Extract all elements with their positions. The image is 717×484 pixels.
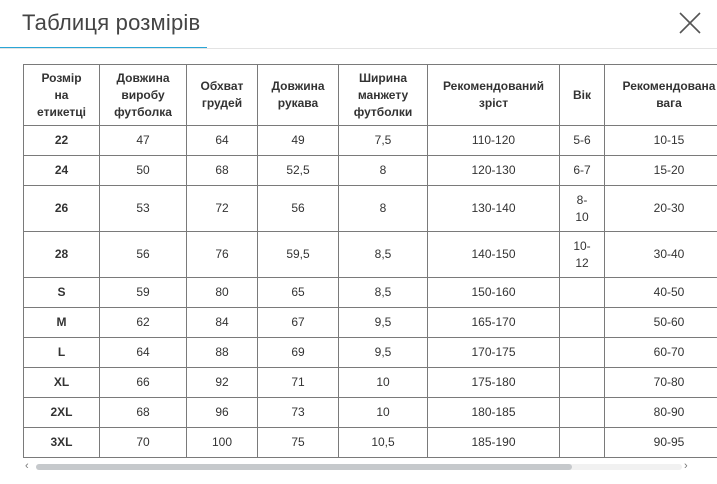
cell-age — [560, 338, 605, 368]
table-row — [24, 308, 717, 338]
cell-height: 170-175 — [428, 338, 560, 368]
cell-sleeve: 49 — [258, 126, 339, 156]
table-row — [24, 278, 717, 308]
scroll-right-arrow-icon[interactable]: › — [684, 460, 688, 472]
cell-cuff: 8 — [339, 156, 428, 186]
header-product-length: Довжина виробу футболка — [100, 65, 187, 126]
table-row — [24, 156, 717, 186]
cell-height: 165-170 — [428, 308, 560, 338]
cell-height: 140-150 — [428, 232, 560, 278]
table-row — [24, 186, 717, 232]
cell-size: XL — [24, 368, 100, 398]
header-size-label: Розмір на етикетці — [24, 65, 100, 126]
cell-cuff: 9,5 — [339, 338, 428, 368]
scroll-track[interactable] — [36, 464, 682, 470]
cell-size: S — [24, 278, 100, 308]
cell-cuff: 10,5 — [339, 428, 428, 458]
cell-chest: 76 — [187, 232, 258, 278]
cell-weight: 50-60 — [605, 308, 717, 338]
cell-length: 70 — [100, 428, 187, 458]
cell-sleeve: 56 — [258, 186, 339, 232]
cell-length: 68 — [100, 398, 187, 428]
cell-size: 22 — [24, 126, 100, 156]
cell-length: 66 — [100, 368, 187, 398]
cell-weight: 80-90 — [605, 398, 717, 428]
cell-cuff: 9,5 — [339, 308, 428, 338]
cell-chest: 64 — [187, 126, 258, 156]
cell-sleeve: 69 — [258, 338, 339, 368]
cell-weight: 90-95 — [605, 428, 717, 458]
cell-sleeve: 67 — [258, 308, 339, 338]
cell-height: 130-140 — [428, 186, 560, 232]
close-button[interactable] — [677, 10, 703, 36]
cell-size: M — [24, 308, 100, 338]
cell-height: 120-130 — [428, 156, 560, 186]
cell-cuff: 8 — [339, 186, 428, 232]
cell-size: 2XL — [24, 398, 100, 428]
cell-chest: 84 — [187, 308, 258, 338]
cell-size: 3XL — [24, 428, 100, 458]
cell-size: 28 — [24, 232, 100, 278]
cell-height: 150-160 — [428, 278, 560, 308]
modal-title: Таблиця розмірів — [22, 10, 201, 35]
header-recommended-weight: Рекомендована вага — [605, 65, 717, 126]
table-row — [24, 338, 717, 368]
cell-weight: 40-50 — [605, 278, 717, 308]
cell-sleeve: 73 — [258, 398, 339, 428]
cell-height: 185-190 — [428, 428, 560, 458]
cell-age — [560, 428, 605, 458]
table-row — [24, 368, 717, 398]
cell-age — [560, 278, 605, 308]
cell-weight: 10-15 — [605, 126, 717, 156]
cell-age — [560, 368, 605, 398]
header-cuff-width: Ширина манжету футболки — [339, 65, 428, 126]
cell-cuff: 7,5 — [339, 126, 428, 156]
cell-cuff: 8,5 — [339, 232, 428, 278]
cell-sleeve: 75 — [258, 428, 339, 458]
table-row — [24, 126, 717, 156]
cell-sleeve: 59,5 — [258, 232, 339, 278]
cell-cuff: 8,5 — [339, 278, 428, 308]
cell-height: 110-120 — [428, 126, 560, 156]
cell-chest: 96 — [187, 398, 258, 428]
scroll-thumb[interactable] — [36, 464, 572, 470]
cell-sleeve: 71 — [258, 368, 339, 398]
cell-length: 53 — [100, 186, 187, 232]
cell-chest: 88 — [187, 338, 258, 368]
header-divider — [0, 48, 717, 49]
cell-chest: 100 — [187, 428, 258, 458]
table-row — [24, 232, 717, 278]
header-sleeve-length: Довжина рукава — [258, 65, 339, 126]
cell-size: 26 — [24, 186, 100, 232]
modal-header — [0, 0, 717, 50]
cell-weight: 60-70 — [605, 338, 717, 368]
cell-sleeve: 65 — [258, 278, 339, 308]
cell-weight: 20-30 — [605, 186, 717, 232]
cell-age: 8- 10 — [560, 186, 605, 232]
table-row — [24, 398, 717, 428]
cell-length: 62 — [100, 308, 187, 338]
size-table-scroll-area[interactable] — [23, 64, 717, 461]
cell-cuff: 10 — [339, 398, 428, 428]
header-age: Вік — [560, 65, 605, 126]
cell-height: 180-185 — [428, 398, 560, 428]
cell-length: 59 — [100, 278, 187, 308]
cell-chest: 92 — [187, 368, 258, 398]
close-icon — [677, 10, 703, 36]
cell-age: 5-6 — [560, 126, 605, 156]
cell-age — [560, 308, 605, 338]
table-row — [24, 428, 717, 458]
header-chest: Обхват грудей — [187, 65, 258, 126]
cell-chest: 72 — [187, 186, 258, 232]
cell-cuff: 10 — [339, 368, 428, 398]
scroll-left-arrow-icon[interactable]: ‹ — [25, 460, 29, 472]
cell-length: 50 — [100, 156, 187, 186]
cell-age — [560, 398, 605, 428]
cell-length: 56 — [100, 232, 187, 278]
table-header-row — [24, 65, 717, 126]
horizontal-scrollbar[interactable] — [22, 460, 696, 472]
cell-sleeve: 52,5 — [258, 156, 339, 186]
size-table — [23, 64, 717, 458]
cell-weight: 15-20 — [605, 156, 717, 186]
cell-length: 47 — [100, 126, 187, 156]
cell-height: 175-180 — [428, 368, 560, 398]
cell-weight: 70-80 — [605, 368, 717, 398]
cell-size: 24 — [24, 156, 100, 186]
header-recommended-height: Рекомендований зріст — [428, 65, 560, 126]
cell-size: L — [24, 338, 100, 368]
cell-chest: 80 — [187, 278, 258, 308]
cell-length: 64 — [100, 338, 187, 368]
cell-age: 6-7 — [560, 156, 605, 186]
cell-weight: 30-40 — [605, 232, 717, 278]
cell-age: 10- 12 — [560, 232, 605, 278]
cell-chest: 68 — [187, 156, 258, 186]
